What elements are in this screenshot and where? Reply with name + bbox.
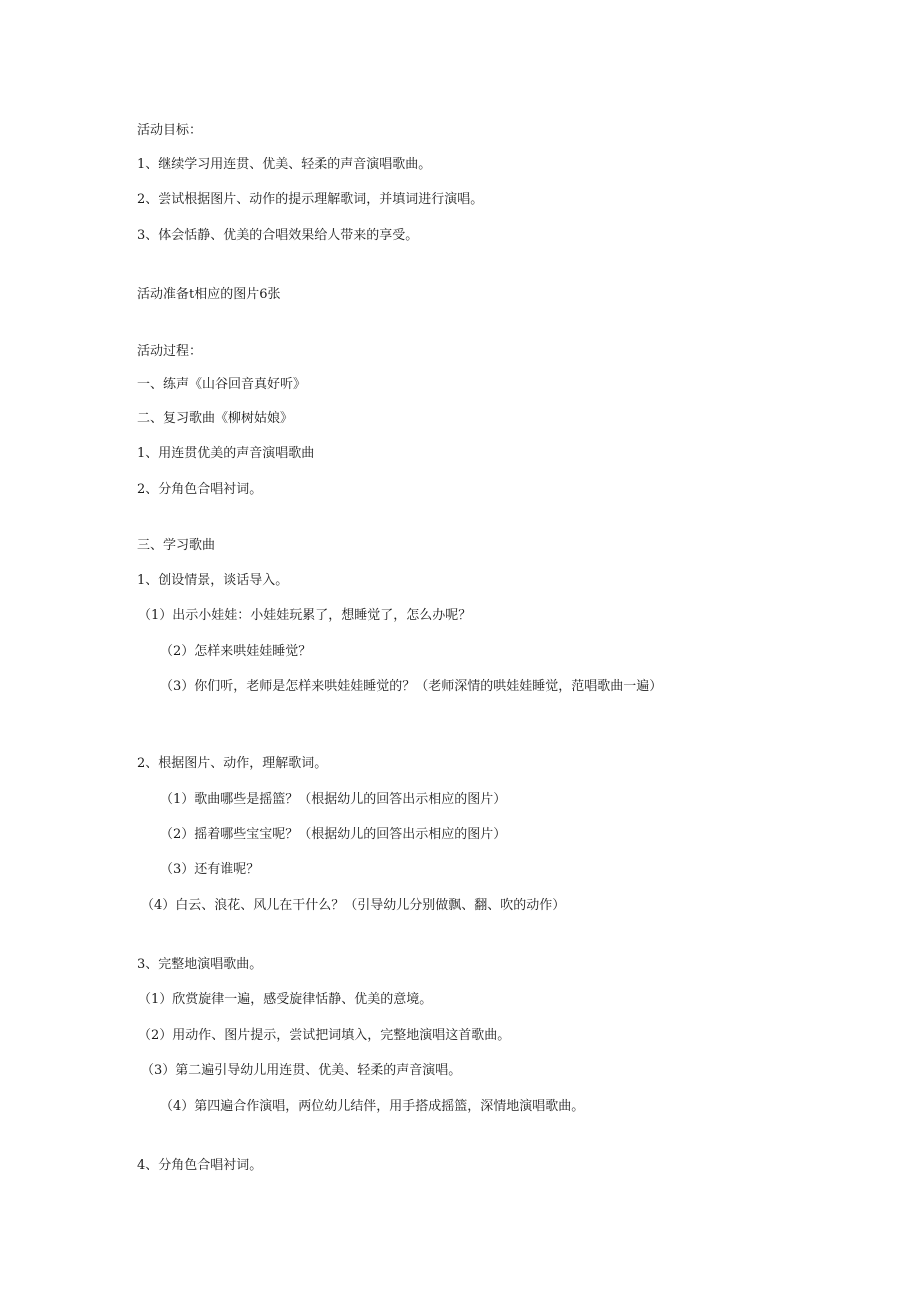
goals-heading: 活动目标： <box>137 123 203 138</box>
part-3-heading: 三、学习歌曲 <box>137 538 216 553</box>
step-2-sub-3: （3）还有谁呢？ <box>160 862 260 877</box>
step-3-sub-1: （1）欣赏旋律一遍，感受旋律恬静、优美的意境。 <box>138 992 433 1007</box>
step-1-sub-3 <box>160 677 685 696</box>
step-2-sub-2: （2）摇着哪些宝宝呢？（根据幼儿的回答出示相应的图片） <box>160 827 507 842</box>
part-2-item-2: 2、分角色合唱衬词。 <box>137 482 263 497</box>
step-1-heading: 1、创设情景，谈话导入。 <box>137 573 289 588</box>
step-1-sub-3-text: （3）你们听，老师是怎样来哄娃娃睡觉的？（老师深情的哄娃娃睡觉，范唱歌曲一遍） <box>160 679 663 694</box>
goal-item-2: 2、尝试根据图片、动作的提示理解歌词，并填词进行演唱。 <box>137 192 484 207</box>
goal-item-3: 3、体会恬静、优美的合唱效果给人带来的享受。 <box>137 228 419 243</box>
step-1-sub-1: （1）出示小娃娃：小娃娃玩累了，想睡觉了，怎么办呢？ <box>138 608 472 623</box>
preparation-line: 活动准备t相应的图片6张 <box>137 287 281 302</box>
step-2-sub-4: （4）白云、浪花、风儿在干什么？（引导幼儿分别做飘、翻、吹的动作） <box>141 898 566 913</box>
step-3-sub-4: （4）第四遍合作演唱，两位幼儿结伴，用手搭成摇篮，深情地演唱歌曲。 <box>160 1099 585 1114</box>
process-heading: 活动过程： <box>137 344 203 359</box>
goal-item-1: 1、继续学习用连贯、优美、轻柔的声音演唱歌曲。 <box>137 157 432 172</box>
step-3-sub-2: （2）用动作、图片提示，尝试把词填入，完整地演唱这首歌曲。 <box>138 1028 511 1043</box>
part-2-heading: 二、复习歌曲《柳树姑娘》 <box>137 411 294 426</box>
step-1-sub-2: （2）怎样来哄娃娃睡觉？ <box>160 644 312 659</box>
step-4-heading: 4、分角色合唱衬词。 <box>137 1158 263 1173</box>
part-2-item-1: 1、用连贯优美的声音演唱歌曲 <box>137 446 315 461</box>
step-3-sub-3: （3）第二遍引导幼儿用连贯、优美、轻柔的声音演唱。 <box>141 1063 462 1078</box>
step-3-heading: 3、完整地演唱歌曲。 <box>137 957 263 972</box>
step-2-heading: 2、根据图片、动作，理解歌词。 <box>137 756 328 771</box>
step-2-sub-1: （1）歌曲哪些是摇篮？（根据幼儿的回答出示相应的图片） <box>160 792 507 807</box>
part-1-heading: 一、练声《山谷回音真好听》 <box>137 377 307 392</box>
